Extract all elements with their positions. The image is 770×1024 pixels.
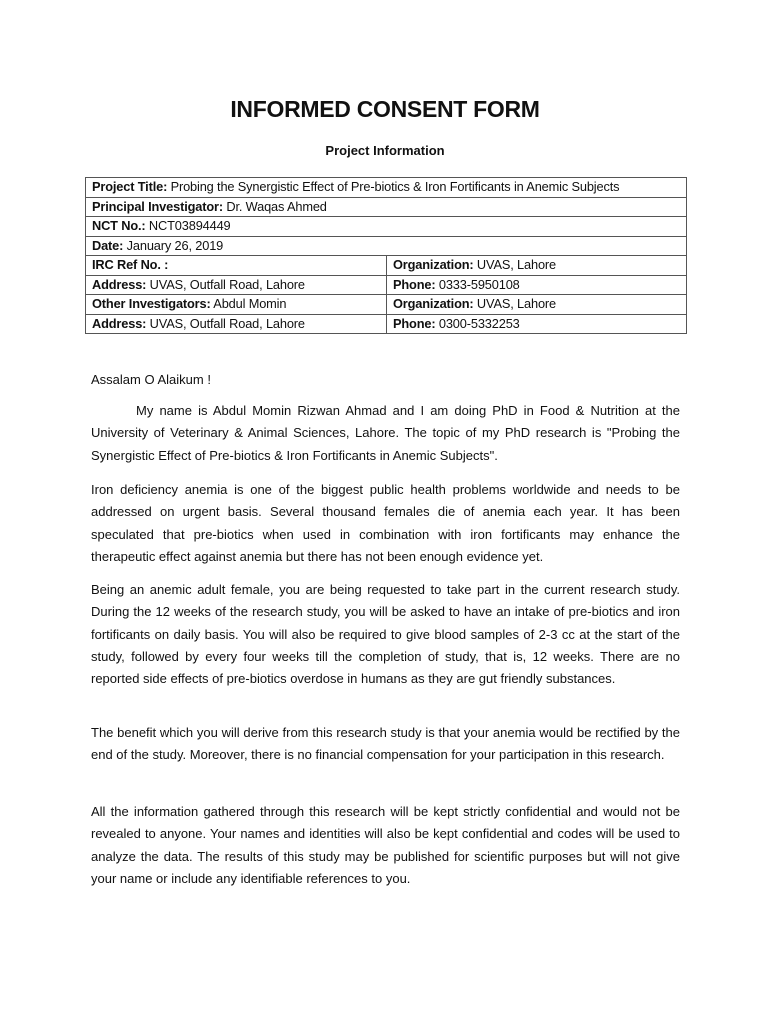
irc-organization-row — [86, 256, 687, 276]
irc-ref-label: IRC Ref No. : — [92, 257, 169, 273]
principal-investigator-label: Principal Investigator: — [92, 198, 223, 214]
principal-investigator-cell — [86, 197, 687, 217]
address-cell-2 — [86, 314, 387, 334]
principal-investigator-row — [86, 197, 687, 217]
paragraph-benefits: The benefit which you will derive from this research study is that your anemia would be rectified by the end of the study. Moreover, there is no financial compensation for your participation in this research. — [91, 725, 680, 763]
address-value-2: UVAS, Outfall Road, Lahore — [146, 315, 305, 331]
organization-cell-1 — [387, 256, 687, 276]
project-title-cell — [86, 178, 687, 198]
date-row — [86, 236, 687, 256]
phone-label-1: Phone: — [393, 276, 436, 292]
address-phone-row-2 — [86, 314, 687, 334]
principal-investigator-value: Dr. Waqas Ahmed — [222, 198, 327, 214]
organization-value-2: UVAS, Lahore — [473, 296, 556, 312]
address-cell-1 — [86, 275, 387, 295]
organization-label-2: Organization: — [393, 296, 474, 312]
paragraph-confidentiality: All the information gathered through this research will be kept strictly confidential and would not be revealed to anyone. Your names and identities will also be kept confidential and codes will be used to analyze the data. The results of this study may be published for scientific purposes but will not give your name or include any identifiable references to you. — [91, 804, 680, 886]
paragraph-introduction: My name is Abdul Momin Rizwan Ahmad and I am doing PhD in Food & Nutrition at the University of Veterinary & Animal Sciences, Lahore. The topic of my PhD research is "Probing the Synergistic Effect of Pre-biotics & Iron Fortificants in Anemic Subjects". — [91, 403, 680, 463]
nct-number-cell — [86, 217, 687, 237]
other-investigators-label: Other Investigators: — [92, 296, 211, 312]
other-investigators-cell — [86, 295, 387, 315]
other-investigators-value: Abdul Momin — [210, 296, 287, 312]
organization-cell-2 — [387, 295, 687, 315]
phone-cell-1 — [387, 275, 687, 295]
address-phone-row-1 — [86, 275, 687, 295]
date-label: Date: — [92, 237, 124, 253]
date-cell — [86, 236, 687, 256]
other-investigators-row — [86, 295, 687, 315]
paragraph-background: Iron deficiency anemia is one of the biggest public health problems worldwide and needs to be addressed on urgent basis. Several thousand females die of anemia each year. It has been speculated that pre-biotics when used in combination with iron fortificants may enhance the therapeutic effect against anemia but there has not been enough evidence yet. — [91, 482, 680, 564]
phone-label-2: Phone: — [393, 315, 436, 331]
organization-label-1: Organization: — [393, 257, 474, 273]
nct-number-label: NCT No.: — [92, 218, 146, 234]
nct-number-value: NCT03894449 — [145, 218, 231, 234]
project-title-row — [86, 178, 687, 198]
project-title-value: Probing the Synergistic Effect of Pre-biotics & Iron Fortificants in Anemic Subjects — [167, 179, 620, 195]
project-information-heading: Project Information — [325, 143, 445, 158]
greeting: Assalam O Alaikum ! — [91, 372, 211, 387]
phone-value-1: 0333-5950108 — [435, 276, 520, 292]
phone-value-2: 0300-5332253 — [435, 315, 520, 331]
project-title-label: Project Title: — [92, 179, 168, 195]
phone-cell-2 — [387, 314, 687, 334]
project-info-table — [85, 177, 687, 334]
organization-value-1: UVAS, Lahore — [473, 257, 556, 273]
document-title: INFORMED CONSENT FORM — [230, 96, 540, 122]
date-value: January 26, 2019 — [123, 237, 224, 253]
nct-number-row — [86, 217, 687, 237]
irc-ref-cell — [86, 256, 387, 276]
address-label-1: Address: — [92, 276, 147, 292]
address-label-2: Address: — [92, 315, 147, 331]
paragraph-study-procedure: Being an anemic adult female, you are being requested to take part in the current research study. During the 12 weeks of the research study, you will be asked to have an intake of pre-biotics and iron fortificants on daily basis. You will also be required to give blood samples of 2-3 cc at the start of the study, followed by every four weeks till the completion of study, that is, 12 weeks. There are no reported side effects of pre-biotics overdose in humans as they are gut friendly substances. — [91, 582, 680, 687]
address-value-1: UVAS, Outfall Road, Lahore — [146, 276, 305, 292]
